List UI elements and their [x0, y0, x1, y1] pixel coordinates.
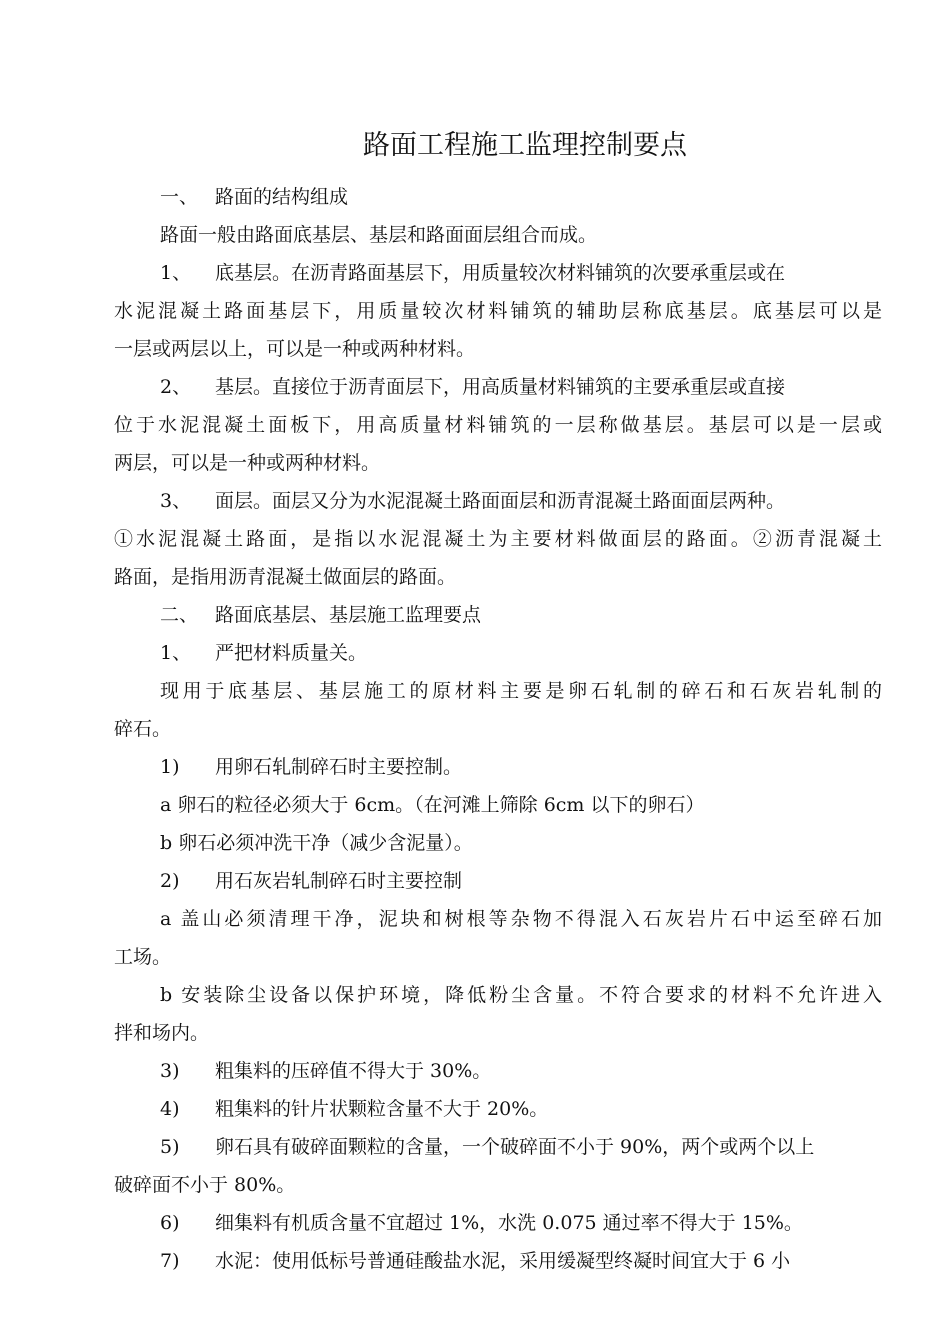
- item-7: 7) 水泥：使用低标号普通硅酸盐水泥，采用缓凝型终凝时间宜大于 6 小: [160, 1250, 791, 1272]
- section-1-heading: 一、 路面的结构组成: [160, 186, 349, 208]
- paragraph-2-line-2: 位于水泥混凝土面板下，用高质量材料铺筑的一层称做基层。基层可以是一层或: [114, 414, 882, 436]
- page-title: 路面工程施工监理控制要点: [363, 130, 687, 161]
- paragraph-1-line-2: 水泥混凝土路面基层下，用质量较次材料铺筑的辅助层称底基层。底基层可以是: [114, 300, 882, 322]
- paragraph-1-line-3: 一层或两层以上，可以是一种或两种材料。: [114, 338, 476, 360]
- section-2-heading: 二、 路面底基层、基层施工监理要点: [160, 604, 482, 626]
- subsection-1-intro-line-1: 现用于底基层、基层施工的原材料主要是卵石轧制的碎石和石灰岩轧制的: [160, 680, 882, 702]
- item-2-point-b-line-1: b 安装除尘设备以保护环境，降低粉尘含量。不符合要求的材料不允许进入: [160, 984, 882, 1006]
- paragraph-1-line-1: 1、 底基层。在沥青路面基层下，用质量较次材料铺筑的次要承重层或在: [160, 262, 786, 284]
- item-6: 6) 细集料有机质含量不宜超过 1%，水洗 0.075 通过率不得大于 15%。: [160, 1212, 803, 1234]
- item-4: 4) 粗集料的针片状颗粒含量不大于 20%。: [160, 1098, 549, 1120]
- paragraph-3-line-2: ①水泥混凝土路面，是指以水泥混凝土为主要材料做面层的路面。②沥青混凝土: [114, 528, 882, 550]
- paragraph-2-line-3: 两层，可以是一种或两种材料。: [114, 452, 381, 474]
- item-2-point-a-line-1: a 盖山必须清理干净，泥块和树根等杂物不得混入石灰岩片石中运至碎石加: [160, 908, 882, 930]
- subsection-1-heading: 1、 严把材料质量关。: [160, 642, 368, 664]
- item-1-point-b: b 卵石必须冲洗干净（减少含泥量）。: [160, 832, 473, 854]
- item-3: 3) 粗集料的压碎值不得大于 30%。: [160, 1060, 492, 1082]
- item-1-heading: 1) 用卵石轧制碎石时主要控制。: [160, 756, 463, 778]
- item-2-point-b-line-2: 拌和场内。: [114, 1022, 210, 1044]
- item-2-point-a-line-2: 工场。: [114, 946, 172, 968]
- item-1-point-a: a 卵石的粒径必须大于 6cm。（在河滩上筛除 6cm 以下的卵石）: [160, 794, 705, 816]
- subsection-1-intro-line-2: 碎石。: [114, 718, 172, 740]
- item-5-line-1: 5) 卵石具有破碎面颗粒的含量，一个破碎面不小于 90%，两个或两个以上: [160, 1136, 815, 1158]
- paragraph-3-line-3: 路面，是指用沥青混凝土做面层的路面。: [114, 566, 457, 588]
- section-1-intro: 路面一般由路面底基层、基层和路面面层组合而成。: [160, 224, 598, 246]
- paragraph-3-line-1: 3、 面层。面层又分为水泥混凝土路面面层和沥青混凝土路面面层两种。: [160, 490, 786, 512]
- item-2-heading: 2) 用石灰岩轧制碎石时主要控制: [160, 870, 463, 892]
- item-5-line-2: 破碎面不小于 80%。: [114, 1174, 296, 1196]
- paragraph-2-line-1: 2、 基层。直接位于沥青面层下，用高质量材料铺筑的主要承重层或直接: [160, 376, 786, 398]
